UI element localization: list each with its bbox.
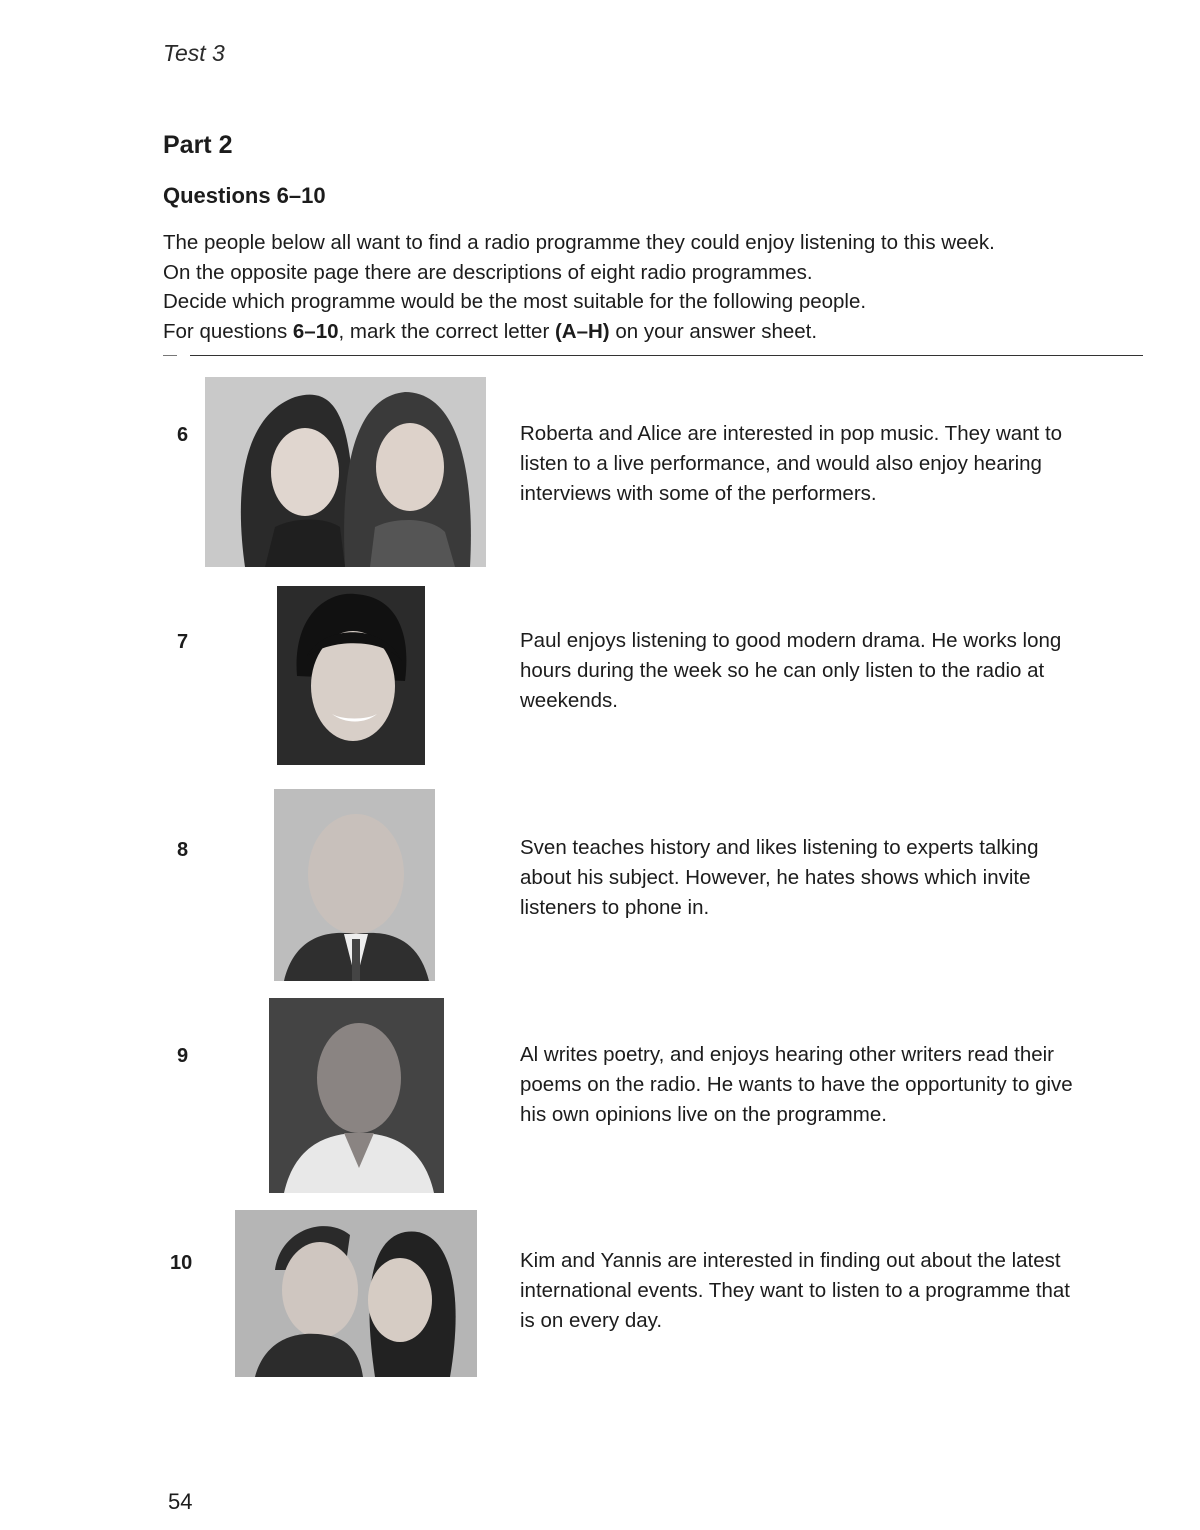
running-header: Test 3 [163,40,225,66]
photo-young-man [277,586,425,765]
photo-older-man [274,789,435,981]
question-description [520,833,1150,923]
description-line: Roberta and Alice are interested in pop music. They want to [520,422,1063,445]
instruction-line: The people below all want to find a radio programme they could enjoy listening to this week. [163,231,995,254]
question-description [520,1040,1150,1130]
description-line: international events. They want to listen to a programme that [520,1279,1071,1302]
instruction-text: For questions [163,319,293,343]
description-line: his own opinions live on the programme. [520,1103,887,1126]
divider-rule [190,355,1143,356]
question-description [520,626,1150,716]
instruction-bold-range: 6–10 [292,319,339,343]
question-description [520,419,1150,509]
question-number: 9 [177,1045,189,1067]
description-line: Paul enjoys listening to good modern drama. He works long [520,629,1062,652]
instructions [163,228,1153,346]
questions-title: Questions 6–10 [163,183,326,208]
description-line: is on every day. [520,1309,663,1332]
description-line: hours during the week so he can only listen to the radio at [520,659,1045,682]
instruction-line: On the opposite page there are descriptions of eight radio programmes. [163,260,813,284]
description-line: listeners to phone in. [520,896,710,919]
part-title: Part 2 [163,131,233,159]
description-line: poems on the radio. He wants to have the opportunity to give [520,1073,1073,1096]
photo-bald-man [269,998,444,1193]
question-number: 8 [177,839,189,861]
instruction-line [163,317,1153,347]
description-line: listen to a live performance, and would also enjoy hearing [520,452,1042,475]
question-number: 10 [170,1252,193,1274]
question-number: 7 [177,631,189,653]
description-line: Kim and Yannis are interested in finding out about the latest [520,1249,1061,1272]
description-line: Al writes poetry, and enjoys hearing other writers read their [520,1043,1055,1066]
instruction-bold-letters: (A–H) [554,319,610,343]
description-line: weekends. [520,689,619,712]
description-line: about his subject. However, he hates shows which invite [520,866,1031,889]
question-description [520,1246,1150,1336]
instruction-text: , mark the correct letter [338,319,555,343]
description-line: interviews with some of the performers. [520,482,877,505]
instruction-line: Decide which programme would be the most suitable for the following people. [163,290,867,313]
divider-mark [163,355,177,356]
photo-couple [235,1210,477,1377]
instruction-text: on your answer sheet. [609,319,818,343]
photo-two-women [205,377,486,567]
question-number: 6 [177,424,189,446]
description-line: Sven teaches history and likes listening to experts talking [520,836,1039,859]
page-number: 54 [168,1489,193,1514]
